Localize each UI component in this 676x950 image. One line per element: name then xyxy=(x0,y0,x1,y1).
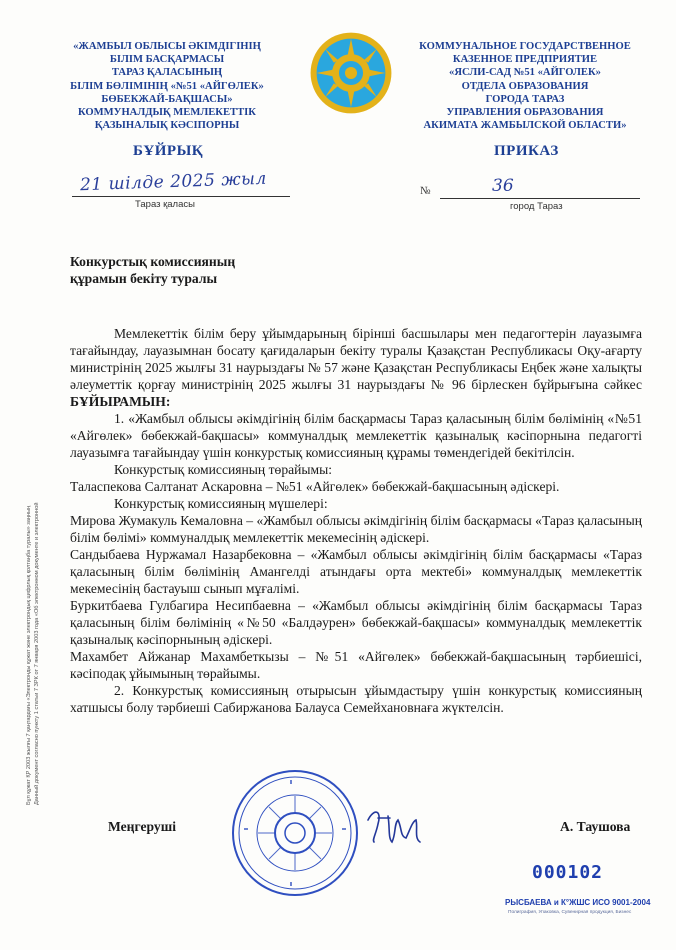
number-underline xyxy=(440,198,640,199)
header-line: БІЛІМ БАСҚАРМАСЫ xyxy=(109,54,225,66)
preamble-paragraph xyxy=(70,325,642,410)
header-line: КОММУНАЛЬНОЕ ГОСУДАРСТВЕННОЕ xyxy=(419,41,631,52)
members-title: Конкурстық комиссияның мүшелері: xyxy=(114,496,328,511)
header-line: «ЖАМБЫЛ ОБЛЫСЫ ӘКІМДІГІНІҢ xyxy=(73,41,261,52)
doc-type-ru: ПРИКАЗ xyxy=(494,143,559,159)
member-item: Мирова Жумакуль Кемаловна – «Жамбыл облысы әкімдігінің білім басқармасы «Тараз қаласының білім бөлімі» коммуналдық мемлекеттік мекемесінің әдіскері. xyxy=(70,513,642,545)
header-line: «ЯСЛИ-САД №51 «АЙГОЛЕК» xyxy=(449,67,601,79)
header-line: ОТДЕЛА ОБРАЗОВАНИЯ xyxy=(461,80,589,92)
header-line: БІЛІМ БӨЛІМІНІҢ «№51 «АЙГӨЛЕК» xyxy=(70,80,264,92)
number-sign: № xyxy=(420,185,431,197)
chair-person: Таласпекова Салтанат Аскаровна – №51 «Айгөлек» бөбекжай-бақшасының әдіскері. xyxy=(70,479,560,494)
header-line: ГОРОДА ТАРАЗ xyxy=(485,93,565,105)
header-line: КОММУНАЛДЫҚ МЕМЛЕКЕТТІК xyxy=(78,107,256,119)
header-line: ҚАЗЫНАЛЫҚ КӘСІПОРНЫ xyxy=(94,120,240,132)
city-ru: город Тараз xyxy=(510,201,563,212)
header-org-kz xyxy=(42,40,292,132)
preamble-text: Мемлекеттік білім беру ұйымдарының бірінші басшылары мен педагогтерін лауазымға тағайындау, лауазымнан босату қағидаларын бекіту туралы Қазақстан Республикасы Оқу-ағарту министрінің 2025 жылғы 31 наурыздағы № 57 және Қазақстан Республикасы Еңбек және халықты әлеуметтік қорғау министрінің 2025 жылғы 31 наурыздағы № 96 бірлескен бұйрығына сәйкес xyxy=(70,326,642,392)
header-line: АКИМАТА ЖАМБЫЛСКОЙ ОБЛАСТИ» xyxy=(423,120,627,132)
chair-title: Конкурстық комиссияның төрайымы: xyxy=(114,462,333,477)
order-word: БҰЙЫРАМЫН: xyxy=(70,394,171,409)
member-item: Махамбет Айжанар Махамбеткызы – №51 «Айгөлек» бөбекжай-бақшасының тәрбиешісі, кәсіподақ ұйымының төрайымы. xyxy=(70,649,642,681)
header-line: БӨБЕКЖАЙ-БАҚШАСЫ» xyxy=(101,93,233,105)
side-note-line: Данный документ согласно пункту 1 статьи 7 ЗРК от 7 января 2003 года «Об электронном документе и электронной xyxy=(34,502,40,805)
signature-name: А. Таушова xyxy=(560,819,631,834)
item-2: 2. Конкурстық комиссияның отырысын ұйымдастыру үшін конкурстық комиссияның хатшысы болу тәрбиеші Сабиржанова Балауса Семейхановнаға жүктелсін. xyxy=(70,683,642,715)
state-emblem-icon xyxy=(308,30,394,116)
item-1: 1. «Жамбыл облысы әкімдігінің білім басқармасы Тараз қаласының білім бөлімінің «№51 «Айгөлек» бөбекжай-бақшасы» коммуналдық мемлекеттік қазыналық кәсіпорнына педагогті лауазымға тағайындау үшін конкурстық комиссияның құрамы төмендегідей бекітілсін. xyxy=(70,411,642,460)
subject-line: құрамын бекіту туралы xyxy=(70,271,218,286)
header-line: КАЗЕННОЕ ПРЕДПРИЯТИЕ xyxy=(452,54,598,66)
signature-role: Меңгеруші xyxy=(108,819,176,834)
header-line: УПРАВЛЕНИЯ ОБРАЗОВАНИЯ xyxy=(446,107,604,119)
printer-subtext: Полиграфия, Упаковка, Сувенирная продукция, Бизнес xyxy=(508,910,632,915)
serial-number: 000102 xyxy=(532,862,604,883)
handwritten-signature-icon xyxy=(360,798,430,853)
subject-line: Конкурстық комиссияның xyxy=(70,254,236,269)
handwritten-date: 21 шілде 2025 жыл xyxy=(79,168,268,196)
document-body xyxy=(70,325,642,716)
side-note-line: Бұл құжат ҚР 2003 жылғы 7 қаңтардағы «Электронды құжат және электрондық цифрлық қолтаңба туралы» заңның xyxy=(26,505,32,805)
header-org-ru xyxy=(395,40,655,132)
document-subject xyxy=(70,253,235,287)
header-line: ТАРАЗ ҚАЛАСЫНЫҢ xyxy=(111,67,223,79)
member-item: Буркитбаева Гулбагира Несипбаевна – «Жамбыл облысы әкімдігінің білім басқармасы Тараз қаласының білім бөлімінің «№50 «Балдәурен» бөбекжай-бақшасы» коммуналдық мемлекеттік қазыналық кәсіпорнының әдіскері. xyxy=(70,598,642,647)
printer-mark: РЫСБАЕВА и К°ЖШС ИСО 9001-2004 xyxy=(505,898,651,907)
member-item: Сандыбаева Нуржамал Назарбековна – «Жамбыл облысы әкімдігінің білім басқармасы «Тараз қаласының білім бөлімінің Амангелді атындағы орта мектебі» коммуналдық мемлекеттік мекемесінің бастауыш сынып мұғалімі. xyxy=(70,547,642,596)
official-stamp-icon xyxy=(230,768,360,898)
handwritten-number: 36 xyxy=(492,176,514,196)
date-underline xyxy=(72,196,290,197)
doc-type-kz: БҰЙРЫҚ xyxy=(133,143,204,159)
city-kz: Тараз қаласы xyxy=(135,199,195,210)
